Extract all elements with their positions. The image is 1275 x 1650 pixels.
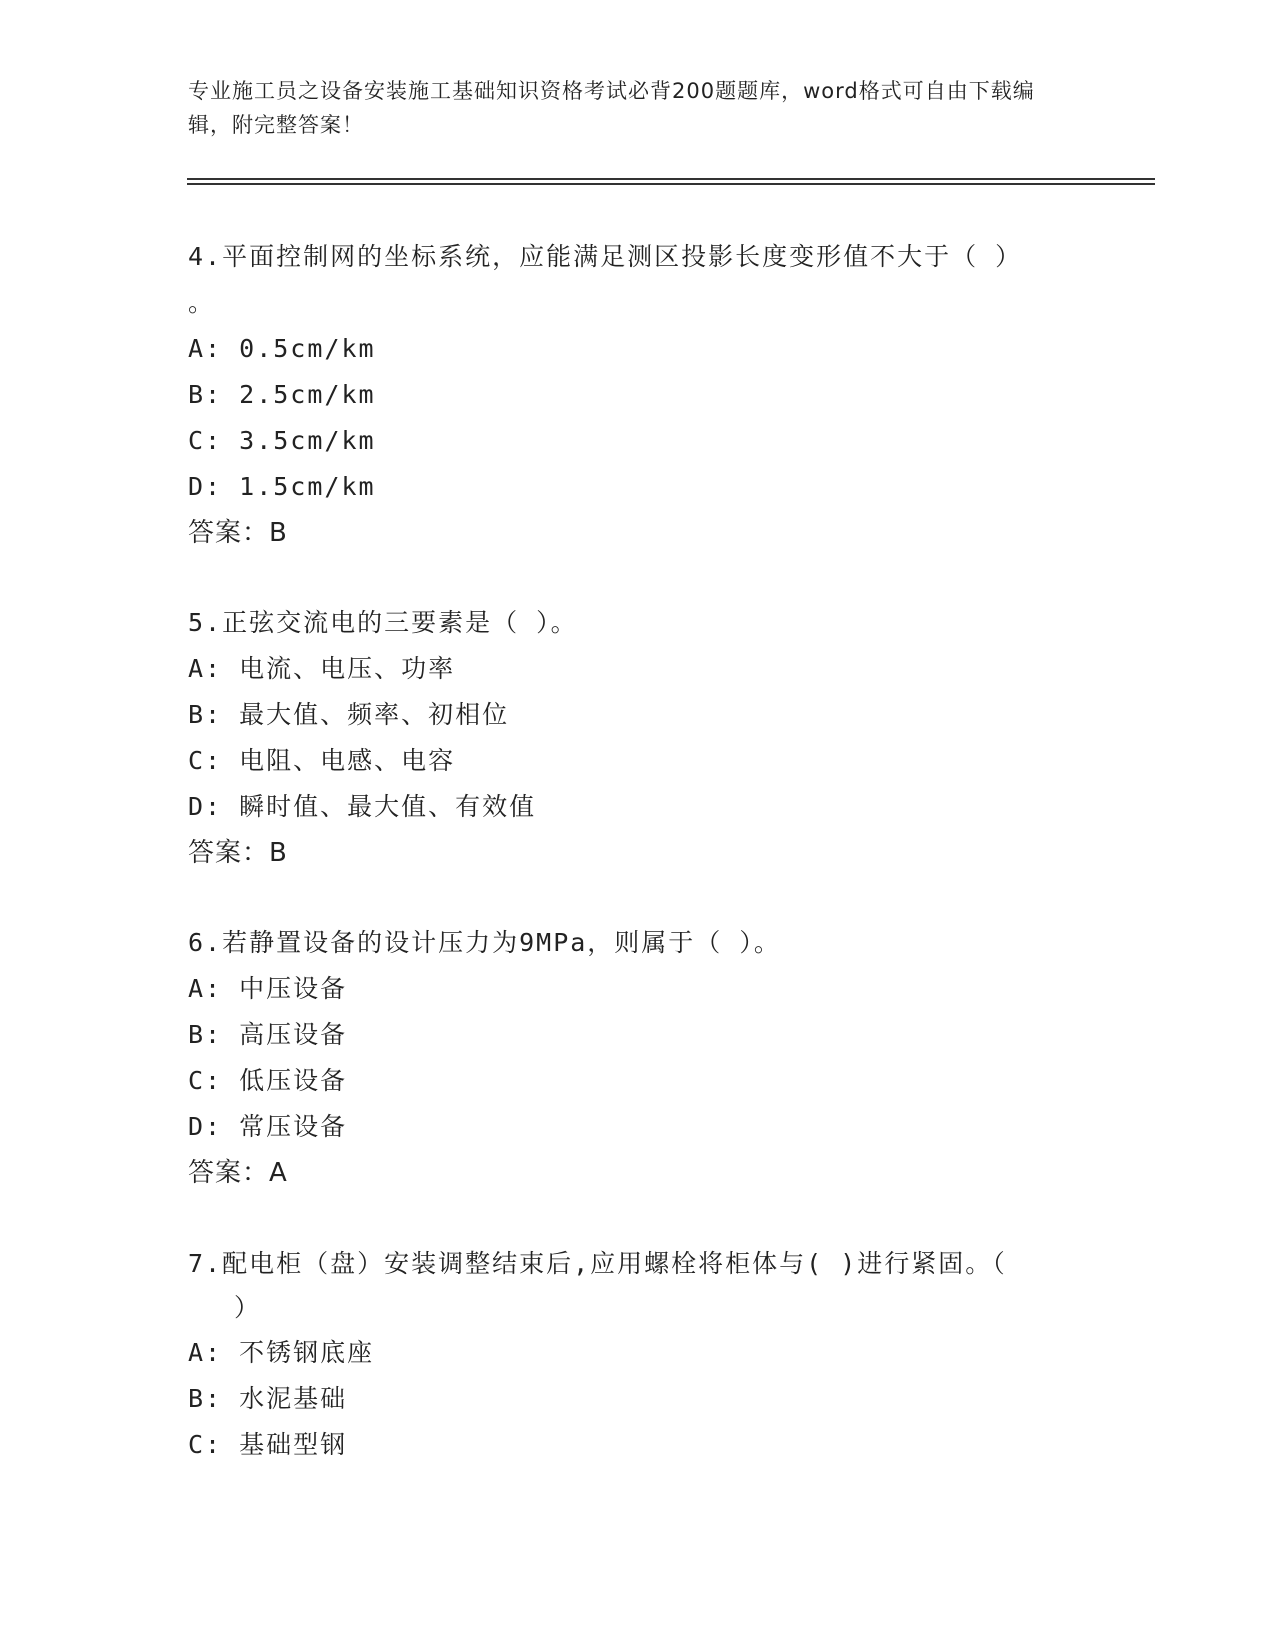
option-b: B: 水泥基础 — [188, 1384, 348, 1413]
option-a: A: 不锈钢底座 — [188, 1338, 375, 1367]
option-c: C: 3.5cm/km — [188, 426, 376, 455]
question-stem-line-1: 7.配电柜（盘）安装调整结束后,应用螺栓将柜体与( )进行紧固。（ — [188, 1249, 1007, 1278]
question-7 — [188, 1242, 1088, 1468]
option-b: B: 最大值、频率、初相位 — [188, 700, 510, 729]
question-stem-line-2: ） — [234, 1293, 262, 1322]
question-stem-line-2: 。 — [188, 288, 216, 317]
option-c: C: 基础型钢 — [188, 1430, 348, 1459]
option-d: D: 1.5cm/km — [188, 472, 376, 501]
question-5 — [188, 600, 1088, 876]
question-4 — [188, 234, 1088, 556]
option-c: C: 低压设备 — [188, 1066, 348, 1095]
answer-line: 答案：B — [188, 838, 288, 868]
question-stem-line-1: 4.平面控制网的坐标系统，应能满足测区投影长度变形值不大于（ ） — [188, 242, 1023, 271]
option-c: C: 电阻、电感、电容 — [188, 746, 456, 775]
option-a: A: 电流、电压、功率 — [188, 654, 456, 683]
answer-line: 答案：A — [188, 1158, 288, 1188]
question-6 — [188, 920, 1088, 1196]
option-a: A: 0.5cm/km — [188, 334, 376, 363]
option-a: A: 中压设备 — [188, 974, 348, 1003]
option-b: B: 2.5cm/km — [188, 380, 376, 409]
question-stem: 5.正弦交流电的三要素是（ ）。 — [188, 608, 578, 637]
question-stem: 6.若静置设备的设计压力为9MPa，则属于（ ）。 — [188, 928, 781, 957]
header-divider-bottom — [187, 183, 1155, 185]
option-d: D: 常压设备 — [188, 1112, 348, 1141]
header-divider-top — [187, 178, 1155, 180]
option-d: D: 瞬时值、最大值、有效值 — [188, 792, 537, 821]
document-header: 专业施工员之设备安装施工基础知识资格考试必背200题题库，word格式可自由下载编辑，附完整答案！ — [188, 79, 1035, 137]
answer-line: 答案：B — [188, 518, 288, 548]
option-b: B: 高压设备 — [188, 1020, 348, 1049]
question-stem — [188, 234, 1088, 326]
question-stem — [188, 1242, 1088, 1330]
